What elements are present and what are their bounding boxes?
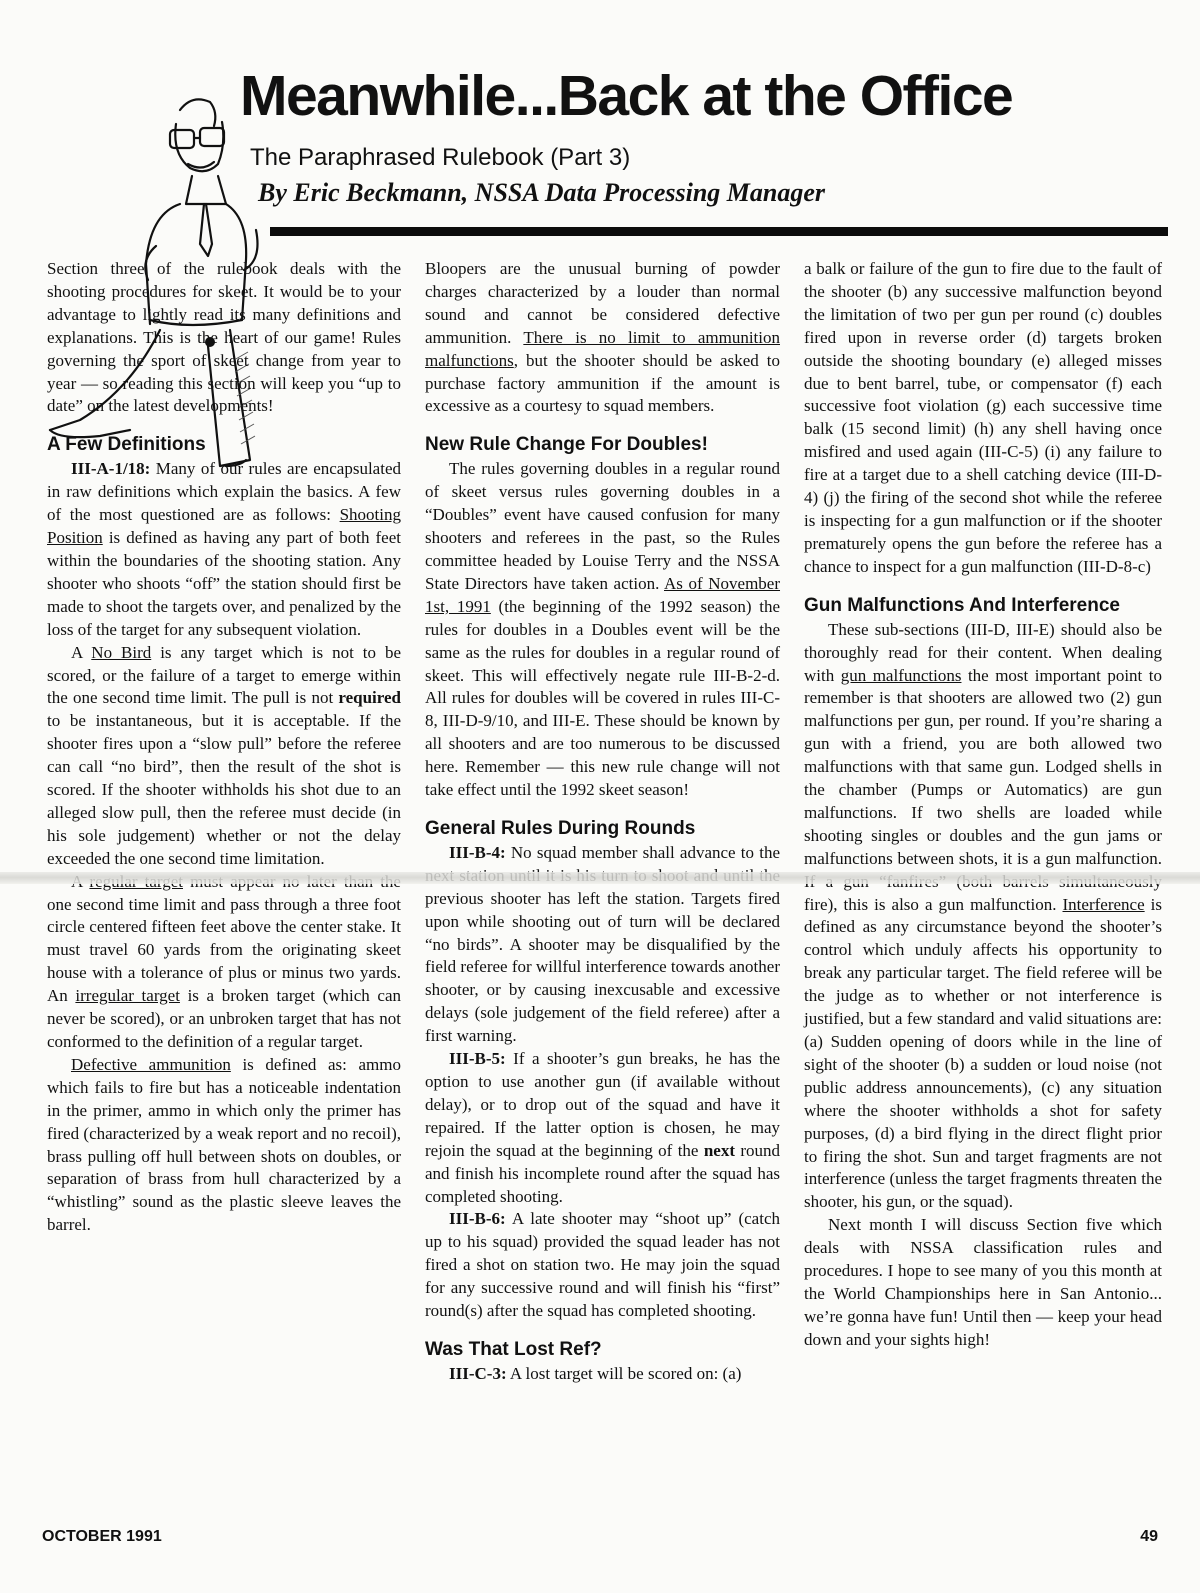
paragraph-iii-b-6	[425, 1208, 780, 1323]
footer-page-number: 49	[1140, 1528, 1158, 1545]
footer-issue-date: OCTOBER 1991	[42, 1528, 162, 1545]
paragraph-defective-ammunition	[47, 1054, 401, 1237]
paragraph-no-bird	[47, 642, 401, 871]
text: A	[71, 642, 92, 662]
paragraph-shooting-position	[47, 458, 401, 641]
term-no-bird: No Bird	[91, 642, 152, 662]
term-interference: Interference	[1062, 894, 1145, 914]
text: is any target which is not to be scored, or the failure of a target to emerge within the one second time limit. The pull is not	[47, 642, 402, 708]
column-1	[47, 258, 401, 1237]
heading-a-few-definitions: A Few Definitions	[47, 434, 206, 456]
term-irregular-target: irregular target	[75, 986, 180, 1006]
text: is defined as having any part of both feet within the boundaries of the shooting station. Any shooter who shoots “off” the station should first be made to shoot the targets over, and penalized by the loss of the target for any subsequent violation.	[47, 528, 401, 639]
emphasis: next	[703, 1140, 735, 1160]
intro-paragraph: Section three of the rulebook deals with the shooting procedures for skeet. It would be to your advantage to lightly read its many definitions and explanations. This is the heart of our game! Rules governing the sport of skeet change from year to year — so reading this section will keep you “up to date” on the latest developments!	[47, 259, 401, 416]
term-no-limit: There is no limit to ammunition malfunctions	[425, 327, 780, 370]
text: , but the shooter should be asked to purchase factory ammunition if the amount is excessive as a courtesy to squad members.	[425, 350, 780, 416]
text: A late shooter may “shoot up” (catch up to his squad) provided the squad leader has not fired a shot on station two. He may join the squad for any successive round and will finish his “first” round(s) after the squad has completed shooting.	[425, 1209, 780, 1321]
heading-gun-malfunctions: Gun Malfunctions And Interference	[804, 594, 1120, 616]
rule-ref: III-C-3:	[449, 1363, 507, 1383]
text: is a broken target (which can never be scored), or an unbroken target that has not conformed to the definition of a regular target.	[47, 986, 401, 1051]
text: to be instantaneous, but it is acceptable. If the shooter fires upon a “slow pull” before the referee can call “no bird”, then the result of the shot is scored. If the shooter withholds his shot due to an alleged slow pull, then the referee must decide (in his sole judgement) whether or not the delay exceeded the one second time limitation.	[47, 711, 401, 868]
text: Bloopers are the unusual burning of powder charges characterized by a louder than normal sound and cannot be considered defective ammunition.	[425, 259, 780, 347]
paragraph-bloopers	[425, 258, 780, 418]
term-date: As of November 1st, 1991	[425, 573, 781, 616]
paragraph-iii-b-5	[425, 1048, 780, 1208]
article-title: Meanwhile...Back at the Office	[240, 64, 1013, 128]
emphasis: required	[338, 688, 401, 708]
text: No squad member shall advance to the previous shooter has left the station. Targets fired upon while shooting out of turn will be declared “no birds”. A shooter may be disqualified by the field referee for willful interference towards another shooter, or by causing inexcusable and excessive delays (sole judgement of the field referee) after a first warning.	[425, 842, 780, 1046]
rule-ref: III-A-1/18:	[71, 459, 151, 479]
text: is defined as any circumstance beyond the shooter’s control which unduly affects his opportunity to break any particular target. The field referee will be the judge as to whether or not interference is justified, but a few standard and valid situations are: (a) Sudden opening of doors while in the line of sight of the shooter (b) a sudden or loud noise (not public address announcements), (c) any situation where the shooter withholds a shot for safety purposes, (d) a bird flying in the direct flight prior to firing the shot. Sun and target fragments are not interference (unless the target fragments threaten the shooter, his gun, or the squad).	[804, 894, 1163, 1212]
paragraph-regular-target	[47, 871, 401, 1054]
term-shooting-position: Shooting Position	[47, 505, 401, 548]
paragraph-doubles	[425, 458, 780, 802]
heading-general-rules: General Rules During Rounds	[425, 817, 696, 839]
text: The rules governing doubles in a regular round of skeet versus rules governing doubles in a “Doubles” event have caused confusion for many shooters and referees in the past, so the Rules committee headed by Louise Terry and the NSSA State Directors have taken action.	[425, 459, 780, 593]
heading-lost-ref: Was That Lost Ref?	[425, 1338, 602, 1360]
text: is defined as: ammo which fails to fire but has a noticeable indentation in the primer, ammo in which only the primer has fired (characterized by a weak report and no recoil), brass pulling off hull between shots on doubles, or separation of brass from hull characterized by a “whistling” sound as the plastic sleeve leaves the barrel.	[47, 1054, 401, 1235]
rule-ref: III-B-5:	[449, 1049, 506, 1069]
article-byline: By Eric Beckmann, NSSA Data Processing Manager	[258, 178, 826, 207]
text: Many of our rules are encapsulated in raw definitions which explain the basics. A few of the most questioned are as follows:	[47, 459, 401, 525]
term-gun-malfunctions: gun malfunctions	[840, 665, 962, 685]
article-subtitle: The Paraphrased Rulebook (Part 3)	[250, 144, 631, 171]
rule-ref: III-B-4:	[449, 842, 506, 862]
text: (the beginning of the 1992 season) the rules for doubles in a Doubles event will be the same as the rules for doubles in a regular round of skeet. This will effectively negate rule III-B-2-d. All rules for doubles will be covered in rules III-C-8, III-D-9/10, and III-E. These should be known by all shooters and are too numerous to be discussed here. Remember — this new rule change will not take effect until the 1992 skeet season!	[425, 596, 781, 800]
heading-new-rule-change: New Rule Change For Doubles!	[425, 434, 708, 456]
text: If a shooter’s gun breaks, he has the option to use another gun (if available without delay), or to drop out of the squad and have it repaired. If the latter option is chosen, he may rejoin the squad at the beginning of the	[425, 1049, 780, 1160]
term-defective-ammunition: Defective ammunition	[71, 1054, 231, 1074]
text: A lost target will be scored on: (a)	[506, 1363, 742, 1383]
text: These sub-sections (III-D, III-E) should also be thoroughly read for their content. When dealing with	[804, 619, 1162, 685]
column-3	[804, 258, 1162, 1352]
rule-ref: III-B-6:	[449, 1209, 506, 1229]
page-crease	[0, 872, 1200, 884]
column-2	[425, 258, 780, 1386]
paragraph-next-month: Next month I will discuss Section five which deals with NSSA classification rules and procedures. I hope to see many of you this month at the World Championships here in San Antonio... we’re gonna have fun! Until then — keep your head down and your sights high!	[804, 1215, 1162, 1349]
paragraph-lost-target-list: a balk or failure of the gun to fire due to the fault of the shooter (b) any successive malfunction beyond the limitation of two per gun per round (c) doubles fired upon in reverse order (d) targets broken outside the shooting boundary (e) alleged misses due to bent barrel, tube, or compensator (f) each successive foot violation (g) each successive time balk (15 second limit) (h) any shell having once misfired and used again (III-C-5) (i) any failure to fire at a target due to a shell catching device (III-D-4) (j) the firing of the second shot while the referee is inspecting for a gun malfunction or if the shooter prematurely opens the gun before the referee has a chance to inspect for a gun malfunction (III-D-8-c)	[804, 259, 1162, 576]
paragraph-iii-c-3	[425, 1363, 780, 1386]
text: the most important point to remember is that shooters are allowed two (2) gun malfunctions per gun, per round. If you’re sharing a gun with a friend, you are both allowed two malfunctions with that same gun. Lodged shells in the chamber (Pumps or Automatics) are gun malfunctions. If two shells are loaded while shooting singles or doubles and the gun jams or malfunctions between shots, it is a gun malfunction. fire), this is also a gun malfunction.	[804, 665, 1162, 914]
header-rule	[270, 227, 1168, 236]
paragraph-malfunctions	[804, 619, 1162, 1215]
text: one second time limit and pass through a three foot circle centered fifteen feet above the center stake. It must travel 60 yards from the originating skeet house with a tolerance of plus or minus two yards. An	[47, 894, 401, 1006]
text: round and finish his incomplete round after the squad has completed shooting.	[425, 1140, 780, 1206]
